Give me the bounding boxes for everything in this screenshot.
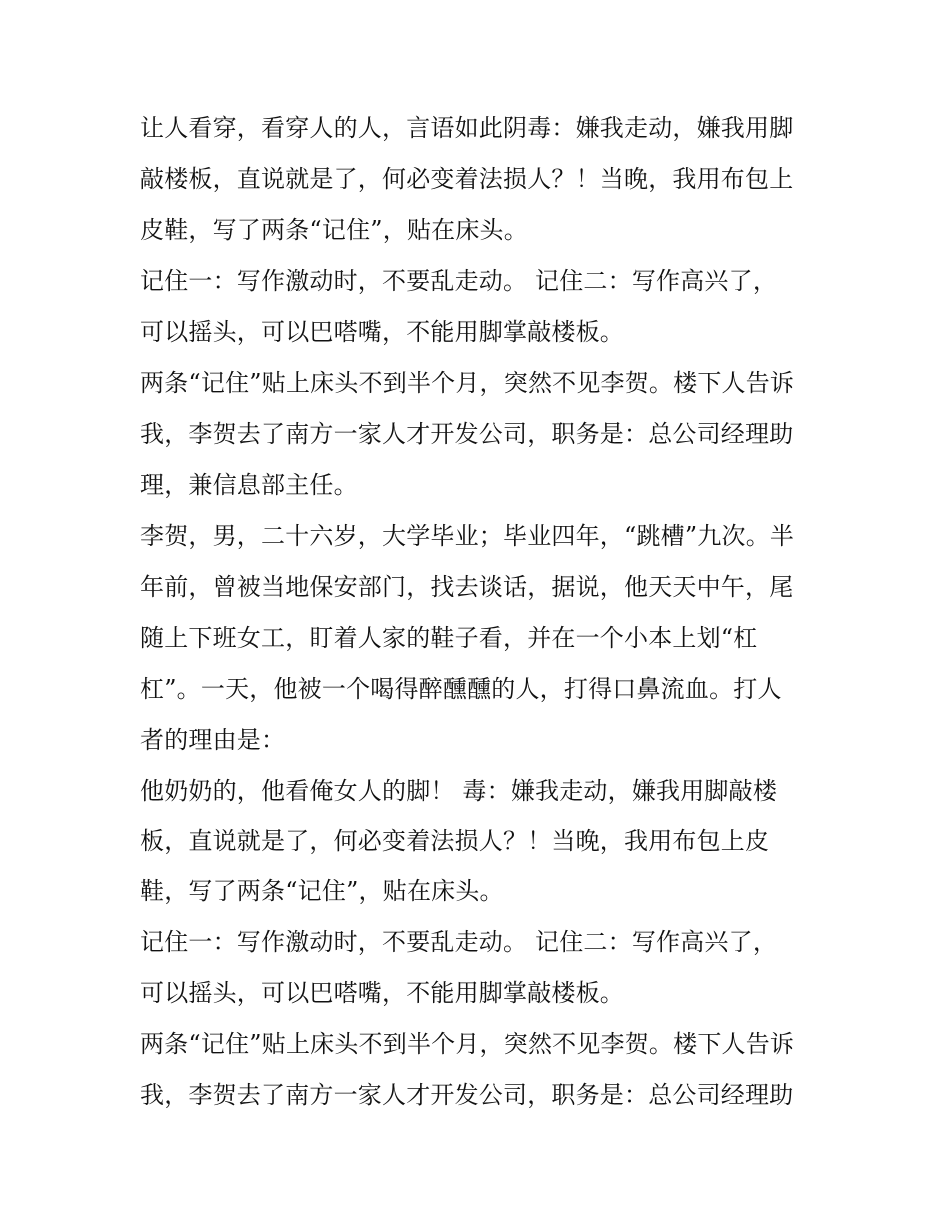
text-line: 年前，曾被当地保安部门，找去谈话，据说，他天天中午，尾 [140, 573, 794, 601]
text-line: 两条“记住”贴上床头不到半个月，突然不见李贺。楼下人告诉 [140, 1030, 795, 1058]
text-line: 两条“记住”贴上床头不到半个月，突然不见李贺。楼下人告诉 [140, 369, 795, 397]
text-line: 我，李贺去了南方一家人才开发公司，职务是：总公司经理助 [140, 1081, 794, 1109]
text-line: 鞋，写了两条“记住”，贴在床头。 [140, 877, 504, 905]
text-line: 记住一：写作激动时，不要乱走动。 记住二：写作高兴了， [140, 928, 778, 956]
text-line: 让人看穿，看穿人的人，言语如此阴毒：嫌我走动，嫌我用脚 [140, 114, 794, 142]
text-line: 李贺，男，二十六岁，大学毕业；毕业四年，“跳槽”九次。半 [140, 522, 795, 550]
text-line: 杠”。一天，他被一个喝得醉醺醺的人，打得口鼻流血。打人 [140, 675, 782, 703]
text-line: 我，李贺去了南方一家人才开发公司，职务是：总公司经理助 [140, 420, 794, 448]
text-line: 可以摇头，可以巴嗒嘴，不能用脚掌敲楼板。 [140, 318, 624, 346]
text-line: 皮鞋，写了两条“记住”，贴在床头。 [140, 216, 528, 244]
text-line: 理，兼信息部主任。 [140, 471, 358, 499]
text-line: 板，直说就是了，何必变着法损人？！当晚，我用布包上皮 [140, 827, 770, 855]
text-line: 记住一：写作激动时，不要乱走动。 记住二：写作高兴了， [140, 267, 778, 295]
text-line: 者的理由是： [140, 726, 286, 754]
text-line: 他奶奶的，他看俺女人的脚！ 毒：嫌我走动，嫌我用脚敲楼 [140, 777, 778, 805]
text-line: 可以摇头，可以巴嗒嘴，不能用脚掌敲楼板。 [140, 979, 624, 1007]
text-line: 敲楼板，直说就是了，何必变着法损人？！当晚，我用布包上 [140, 165, 794, 193]
text-line: 随上下班女工，盯着人家的鞋子看，并在一个小本上划“杠 [140, 624, 758, 652]
